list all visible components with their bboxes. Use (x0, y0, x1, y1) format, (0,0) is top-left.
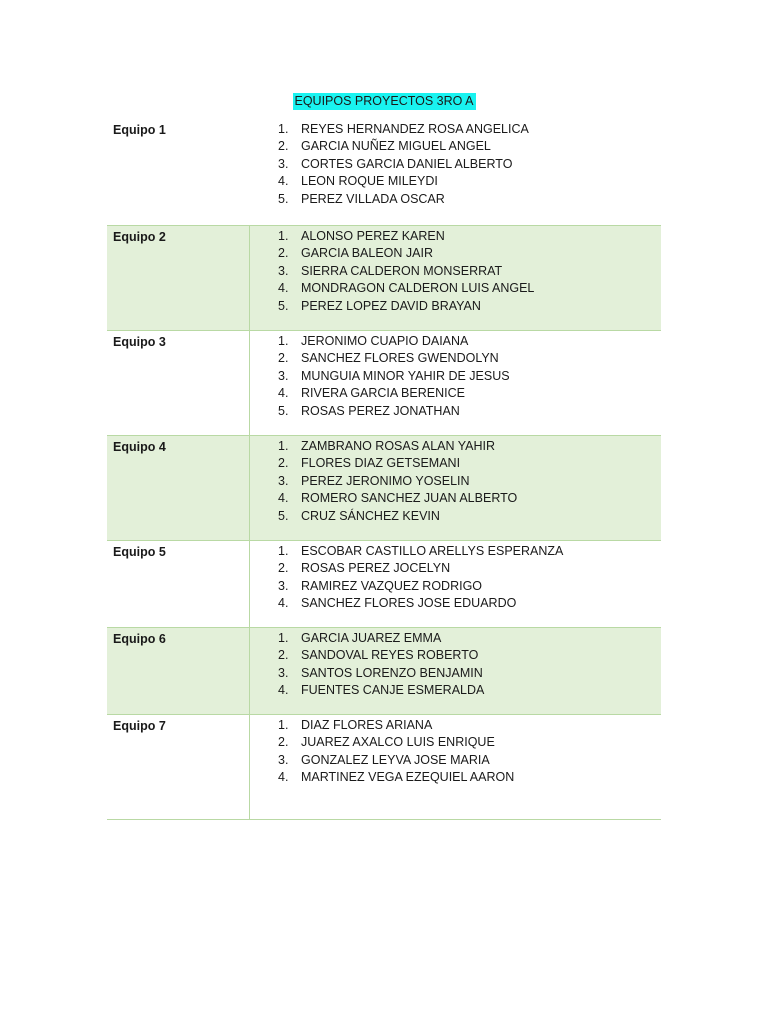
member-list (278, 628, 484, 700)
member-number: 2. (278, 139, 289, 154)
member-number: 3. (278, 368, 289, 383)
column-divider (249, 541, 250, 627)
member-name: SANCHEZ FLORES GWENDOLYN (301, 351, 499, 366)
column-divider (249, 226, 250, 330)
team-row (107, 628, 661, 715)
team-label: Equipo 2 (113, 230, 166, 244)
member-item (278, 595, 563, 612)
member-item (278, 368, 510, 385)
member-item (278, 333, 510, 350)
member-item (278, 438, 517, 455)
member-item (278, 490, 517, 507)
team-row (107, 331, 661, 436)
member-number: 1. (278, 631, 289, 645)
member-item (278, 138, 529, 155)
member-name: FUENTES CANJE ESMERALDA (301, 683, 485, 698)
member-number: 3. (278, 473, 289, 488)
member-item (278, 647, 484, 664)
member-name: PEREZ VILLADA OSCAR (301, 191, 445, 206)
member-name: FLORES DIAZ GETSEMANI (301, 456, 461, 471)
team-label: Equipo 3 (113, 335, 166, 349)
member-name: ESCOBAR CASTILLO ARELLYS ESPERANZA (301, 544, 564, 558)
member-list (278, 715, 514, 787)
member-number: 4. (278, 174, 289, 189)
member-item (278, 473, 517, 490)
member-item (278, 191, 529, 208)
member-name: JERONIMO CUAPIO DAIANA (301, 334, 469, 348)
member-number: 4. (278, 683, 289, 698)
team-label: Equipo 5 (113, 545, 166, 559)
member-name: DIAZ FLORES ARIANA (301, 718, 433, 732)
team-label: Equipo 1 (113, 123, 166, 137)
member-item (278, 665, 484, 682)
member-name: ROSAS PEREZ JOCELYN (301, 561, 451, 576)
member-number: 2. (278, 561, 289, 576)
member-number: 1. (278, 544, 289, 558)
member-item (278, 734, 514, 751)
team-row (107, 715, 661, 820)
member-name: CORTES GARCIA DANIEL ALBERTO (301, 156, 513, 171)
team-label: Equipo 4 (113, 440, 166, 454)
member-number: 1. (278, 122, 289, 136)
column-divider (249, 715, 250, 819)
column-divider (249, 331, 250, 435)
member-number: 5. (278, 403, 289, 418)
member-item (278, 263, 534, 280)
member-number: 2. (278, 351, 289, 366)
member-number: 4. (278, 386, 289, 401)
member-name: GARCIA NUÑEZ MIGUEL ANGEL (301, 139, 491, 154)
member-list (278, 119, 529, 208)
member-name: MONDRAGON CALDERON LUIS ANGEL (301, 281, 535, 296)
member-number: 1. (278, 334, 289, 348)
member-item (278, 298, 534, 315)
member-list (278, 331, 510, 420)
member-number: 2. (278, 246, 289, 261)
member-name: CRUZ SÁNCHEZ KEVIN (301, 508, 440, 523)
member-number: 1. (278, 718, 289, 732)
member-number: 4. (278, 596, 289, 611)
member-number: 4. (278, 491, 289, 506)
member-name: ZAMBRANO ROSAS ALAN YAHIR (301, 439, 496, 453)
member-name: SIERRA CALDERON MONSERRAT (301, 263, 503, 278)
member-name: MARTINEZ VEGA EZEQUIEL AARON (301, 770, 515, 785)
member-name: JUAREZ AXALCO LUIS ENRIQUE (301, 735, 495, 750)
team-label: Equipo 7 (113, 719, 166, 733)
team-row (107, 541, 661, 628)
member-item (278, 173, 529, 190)
member-number: 3. (278, 263, 289, 278)
member-name: SANDOVAL REYES ROBERTO (301, 648, 479, 663)
team-row (107, 226, 661, 331)
member-item (278, 156, 529, 173)
member-name: ROMERO SANCHEZ JUAN ALBERTO (301, 491, 518, 506)
member-item (278, 245, 534, 262)
member-name: ALONSO PEREZ KAREN (301, 229, 445, 243)
member-item (278, 455, 517, 472)
teams-table (107, 119, 661, 820)
member-number: 4. (278, 770, 289, 785)
member-number: 4. (278, 281, 289, 296)
member-name: SANCHEZ FLORES JOSE EDUARDO (301, 596, 517, 611)
member-item (278, 350, 510, 367)
member-list (278, 226, 534, 315)
member-name: GARCIA BALEON JAIR (301, 246, 433, 261)
member-name: PEREZ LOPEZ DAVID BRAYAN (301, 298, 481, 313)
member-name: GARCIA JUAREZ EMMA (301, 631, 442, 645)
member-item (278, 228, 534, 245)
member-name: REYES HERNANDEZ ROSA ANGELICA (301, 122, 529, 136)
member-list (278, 541, 563, 613)
member-name: ROSAS PEREZ JONATHAN (301, 403, 460, 418)
member-item (278, 121, 529, 138)
member-item (278, 543, 563, 560)
member-item (278, 682, 484, 699)
member-item (278, 717, 514, 734)
member-name: RAMIREZ VAZQUEZ RODRIGO (301, 578, 483, 593)
member-item (278, 385, 510, 402)
member-item (278, 403, 510, 420)
member-number: 1. (278, 439, 289, 453)
member-number: 3. (278, 752, 289, 767)
member-item (278, 769, 514, 786)
member-name: LEON ROQUE MILEYDI (301, 174, 438, 189)
member-name: SANTOS LORENZO BENJAMIN (301, 665, 483, 680)
member-number: 3. (278, 156, 289, 171)
member-name: PEREZ JERONIMO YOSELIN (301, 473, 470, 488)
member-number: 5. (278, 298, 289, 313)
member-number: 3. (278, 665, 289, 680)
member-name: MUNGUIA MINOR YAHIR DE JESUS (301, 368, 510, 383)
member-item (278, 508, 517, 525)
member-number: 3. (278, 578, 289, 593)
column-divider (249, 436, 250, 540)
member-item (278, 752, 514, 769)
member-item (278, 560, 563, 577)
member-number: 1. (278, 229, 289, 243)
team-row (107, 436, 661, 541)
member-name: GONZALEZ LEYVA JOSE MARIA (301, 752, 490, 767)
team-row (107, 119, 661, 226)
member-list (278, 436, 517, 525)
member-number: 5. (278, 508, 289, 523)
member-name: RIVERA GARCIA BERENICE (301, 386, 465, 401)
page-title: EQUIPOS PROYECTOS 3RO A (294, 94, 474, 108)
member-number: 2. (278, 648, 289, 663)
column-divider (249, 628, 250, 714)
member-item (278, 578, 563, 595)
member-item (278, 280, 534, 297)
team-label: Equipo 6 (113, 632, 166, 646)
member-item (278, 630, 484, 647)
member-number: 5. (278, 191, 289, 206)
member-number: 2. (278, 735, 289, 750)
member-number: 2. (278, 456, 289, 471)
